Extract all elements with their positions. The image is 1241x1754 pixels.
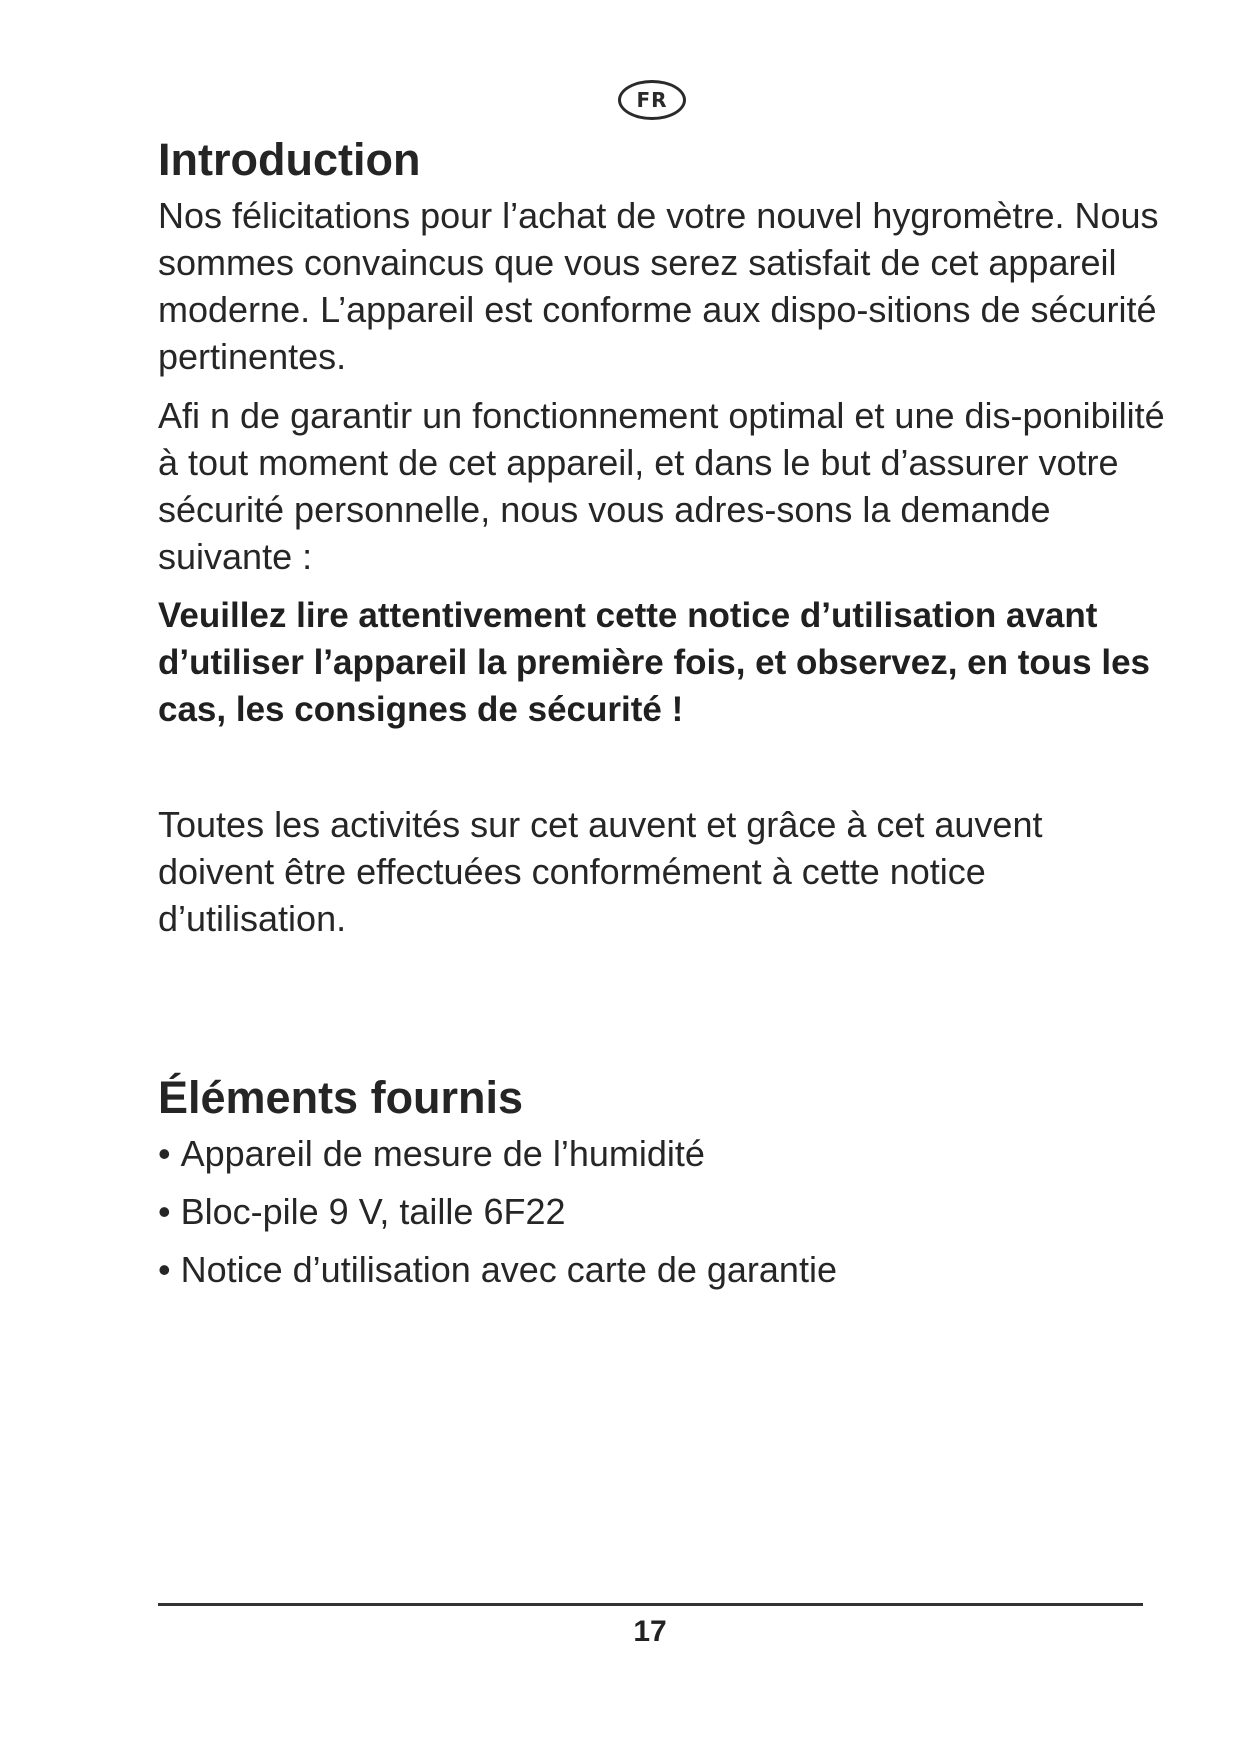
list-item-text: Bloc-pile 9 V, taille 6F22 [180,1191,566,1232]
footer-divider [158,1603,1143,1606]
intro-paragraph-2: Afi n de garantir un fonctionnement optimal et une dis-ponibilité à tout moment de cet appareil, et dans le but d’assurer votre sécurité personnelle, nous vous adres-sons la demande suivante : [158,395,1165,577]
list-item-text: Notice d’utilisation avec carte de garantie [180,1249,837,1290]
introduction-heading: Introduction [158,134,421,185]
list-item [158,1188,1168,1235]
list-item-text: Appareil de mesure de l’humidité [180,1133,705,1174]
intro-paragraph-3: Toutes les activités sur cet auvent et grâce à cet auvent doivent être effectuées conformément à cette notice d’utilisation. [158,804,1043,939]
list-item [158,1130,1168,1177]
page-number: 17 [633,1615,667,1648]
safety-warning: Veuillez lire attentivement cette notice d’utilisation avant d’utiliser l’appareil la première fois, et observez, en tous les cas, les consignes de sécurité ! [158,596,1151,729]
bullet-icon: • [158,1133,171,1174]
page-content [158,128,1168,1304]
bullet-icon: • [158,1249,171,1290]
intro-paragraph-1: Nos félicitations pour l’achat de votre nouvel hygromètre. Nous sommes convaincus que vous serez satisfait de cet appareil moderne. L’appareil est conforme aux dispo-sitions de sécurité pertinentes. [158,195,1159,377]
bullet-icon: • [158,1191,171,1232]
supplied-items-heading: Éléments fournis [158,1072,524,1123]
list-item [158,1246,1168,1293]
language-badge: FR [618,80,686,120]
supplied-items-list [158,1130,1168,1293]
